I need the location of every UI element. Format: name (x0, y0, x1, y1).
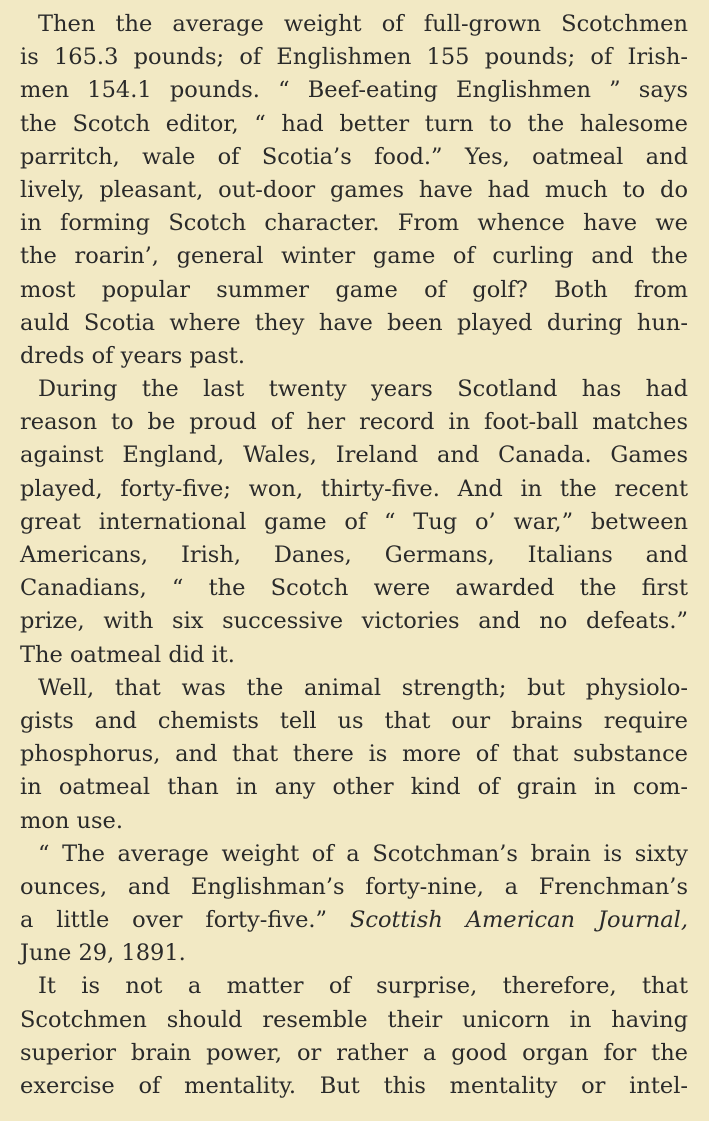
line-text: Americans, Irish, Danes, Germans, Italians and (20, 542, 688, 568)
text-line (20, 506, 688, 539)
text-line (20, 838, 688, 871)
text-line (20, 1037, 688, 1070)
line-text: reason to be proud of her record in foot-ball matches (20, 409, 688, 436)
citation-source: Scottish American Journal, (349, 907, 688, 934)
line-text: auld Scotia where they have been played during hun- (20, 309, 688, 336)
text-line (20, 771, 688, 804)
text-line (20, 904, 688, 937)
text-line (20, 473, 688, 506)
line-text: superior brain power, or rather a good organ for the (20, 1039, 688, 1066)
line-text: During the last twenty years Scotland has had (38, 376, 688, 403)
text-line (20, 805, 688, 838)
text-line (20, 207, 688, 240)
line-text: played, forty-five; won, thirty-five. And in the recent (20, 475, 688, 502)
text-line (20, 406, 688, 439)
line-text: in oatmeal than in any other kind of grain in com- (20, 774, 688, 801)
line-text: ounces, and Englishman’s forty-nine, a Frenchman’s (20, 873, 688, 900)
line-text: dreds of years past. (20, 342, 246, 369)
line-text: the roarin’, general winter game of curling and the (20, 243, 688, 270)
text-line (20, 141, 688, 174)
line-text: gists and chemists tell us that our brains require (20, 707, 688, 734)
text-line (20, 74, 688, 107)
text-line (20, 8, 688, 41)
line-text: prize, with six successive victories and no defeats.” (20, 608, 688, 635)
line-text: is 165.3 pounds; of Englishmen 155 pounds; of Irish- (20, 44, 688, 71)
line-text: It is not a matter of surprise, therefore, that (38, 973, 688, 1000)
line-text: most popular summer game of golf? Both from (20, 276, 688, 303)
line-text: great international game of “ Tug o’ war,” between (20, 508, 688, 535)
text-line (20, 340, 688, 373)
document-page (20, 8, 688, 1103)
text-line (20, 240, 688, 273)
line-text: a little over forty-five.” (20, 907, 328, 934)
line-text: Canadians, “ the Scotch were awarded the first (20, 575, 688, 602)
line-text: lively, pleasant, out-door games have had much to do (20, 176, 688, 203)
line-text: “ The average weight of a Scotchman’s brain is sixty (38, 840, 688, 867)
text-line (20, 41, 688, 74)
text-line (20, 274, 688, 307)
text-line (20, 871, 688, 904)
text-line (20, 639, 688, 672)
line-text: Scotchmen should resemble their unicorn in having (20, 1006, 688, 1033)
line-text: The oatmeal did it. (20, 641, 235, 668)
text-line (20, 672, 688, 705)
line-text: against England, Wales, Ireland and Canada. Games (20, 442, 688, 469)
line-text: men 154.1 pounds. “ Beef-eating Englishmen ” says (20, 77, 688, 104)
text-line (20, 705, 688, 738)
line-text: mon use. (20, 807, 124, 834)
text-line (20, 373, 688, 406)
line-text: the Scotch editor, “ had better turn to the halesome (20, 110, 688, 137)
line-text: in forming Scotch character. From whence have we (20, 210, 688, 237)
text-line (20, 605, 688, 638)
text-line (20, 937, 688, 970)
line-text: Then the average weight of full-grown Scotchmen (38, 11, 688, 37)
text-line (20, 572, 688, 605)
text-line (20, 1004, 688, 1037)
line-text: phosphorus, and that there is more of that substance (20, 741, 688, 768)
text-line (20, 108, 688, 141)
text-line (20, 539, 688, 572)
text-line (20, 1070, 688, 1103)
line-text: June 29, 1891. (20, 940, 186, 967)
line-text: Well, that was the animal strength; but physiolo- (38, 674, 688, 701)
line-text: exercise of mentality. But this mentality or intel- (20, 1073, 688, 1099)
text-line (20, 439, 688, 472)
text-line (20, 174, 688, 207)
line-text: parritch, wale of Scotia’s food.” Yes, oatmeal and (20, 143, 688, 170)
text-line (20, 970, 688, 1003)
text-line (20, 738, 688, 771)
text-line (20, 307, 688, 340)
